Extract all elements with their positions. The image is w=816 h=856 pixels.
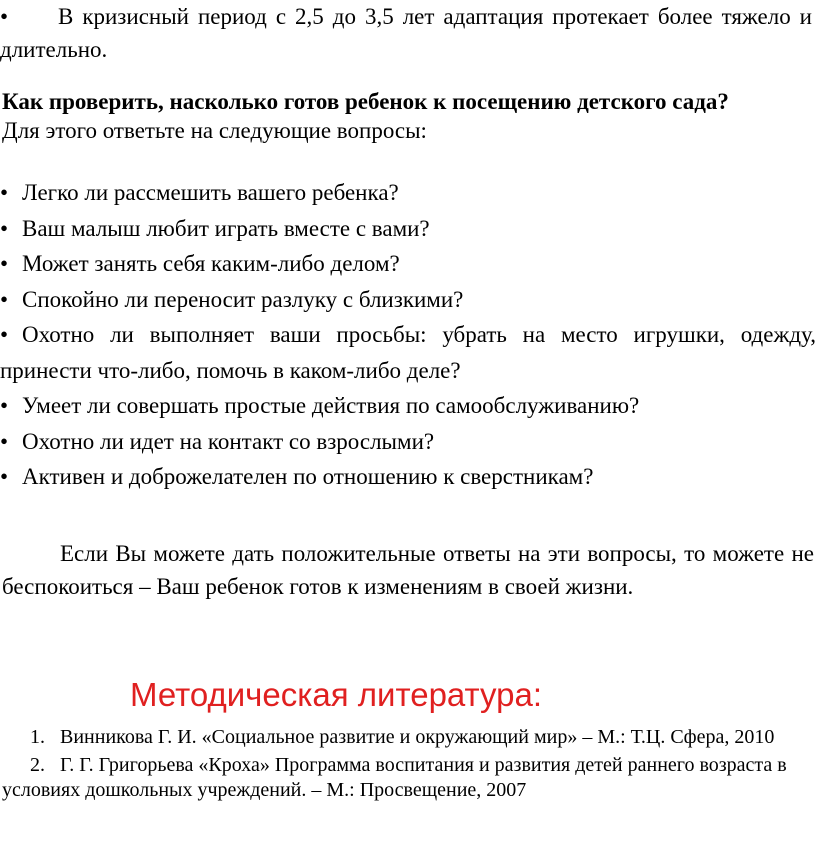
adaptation-note xyxy=(0,0,812,66)
list-item xyxy=(0,246,816,282)
list-item xyxy=(0,211,816,247)
closing-paragraph: Если Вы можете дать положительные ответы на эти вопросы, то можете не беспокоиться – Ваш ребенок готов к изменениям в своей жизни. xyxy=(2,541,814,599)
bullet-marker: • xyxy=(0,464,9,489)
list-item-text: Спокойно ли переносит разлуку с близкими? xyxy=(22,286,464,312)
list-item xyxy=(0,388,816,424)
list-item-text: Может занять себя каким-либо делом? xyxy=(22,251,400,276)
readiness-question-heading: Как проверить, насколько готов ребенок к посещению детского сада? xyxy=(2,89,729,114)
bullet-marker: • xyxy=(0,393,9,418)
literature-item-text: Винникова Г. И. «Социальное развитие и окружающий мир» – М.: Т.Ц. Сфера, 2010 xyxy=(60,726,775,748)
list-item xyxy=(0,175,816,211)
list-item-text: Охотно ли идет на контакт со взрослыми? xyxy=(22,428,435,454)
literature-title: Методическая литература: xyxy=(130,676,543,713)
bullet-marker: • xyxy=(0,428,9,454)
readiness-questions-list xyxy=(0,175,816,495)
bullet-marker: • xyxy=(0,180,9,205)
bullet-marker: • xyxy=(0,286,9,312)
bullet-marker: • xyxy=(0,251,9,276)
literature-item-text: Г. Г. Григорьева «Кроха» Программа воспитания и развития детей раннего возраста в условиях дошкольных учреждений. – М.: Просвещение, 2007 xyxy=(2,754,787,801)
list-item xyxy=(0,317,816,388)
list-item xyxy=(0,282,816,318)
bullet-marker: • xyxy=(0,322,9,347)
literature-item-number: 2. xyxy=(30,754,45,776)
questions-intro: Для этого ответьте на следующие вопросы: xyxy=(2,118,427,143)
list-item xyxy=(0,459,816,495)
literature-item xyxy=(2,725,814,750)
list-item xyxy=(0,424,816,460)
list-item-text: Ваш малыш любит играть вместе с вами? xyxy=(22,215,430,241)
literature-list xyxy=(2,725,814,806)
list-item-text: Легко ли рассмешить вашего ребенка? xyxy=(22,180,399,205)
list-item-text: Охотно ли выполняет ваши просьбы: убрать на место игрушки, одежду, принести что-либо, помочь в каком-либо деле? xyxy=(0,322,816,383)
bullet-marker: • xyxy=(0,215,9,241)
bullet-marker: • xyxy=(0,4,9,29)
list-item-text: Умеет ли совершать простые действия по самообслуживанию? xyxy=(22,393,640,418)
literature-item-number: 1. xyxy=(30,726,45,748)
adaptation-note-text: В кризисный период с 2,5 до 3,5 лет адаптация протекает более тяжело и длительно. xyxy=(0,4,812,62)
list-item-text: Активен и доброжелателен по отношению к сверстникам? xyxy=(22,464,594,489)
literature-item xyxy=(2,753,814,803)
